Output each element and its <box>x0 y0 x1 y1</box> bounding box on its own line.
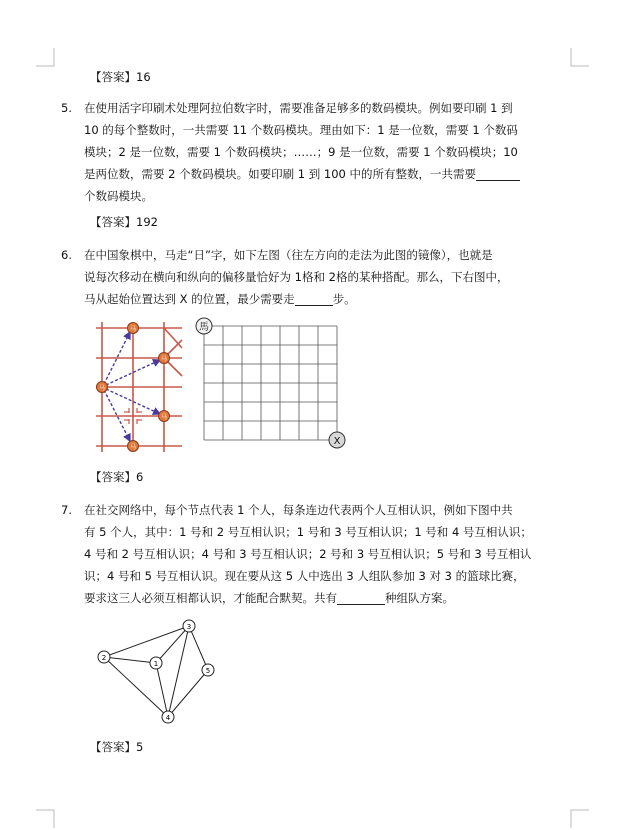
answer-q4: 【答案】16 <box>90 70 151 84</box>
horse-move-diagram <box>92 320 188 456</box>
grid-lines <box>204 326 337 440</box>
node-1-label: 1 <box>153 660 159 668</box>
question-7-line-2: 有 5 个人，其中：1 号和 2 号互相认识；1 号和 3 号互相认识；1 号和 4 号互相认识； <box>84 525 532 539</box>
question-5-number: 5. <box>61 101 72 115</box>
answer-q7: 【答案】5 <box>90 740 144 754</box>
crop-mark-bottom-right <box>567 806 589 828</box>
question-7-number: 7. <box>61 503 72 517</box>
question-5-line-5: 个数码模块。 <box>84 189 153 203</box>
question-7-line-1: 在社交网络中，每个节点代表 1 个人，每条连边代表两个人互相认识，例如下图中共 <box>84 503 513 517</box>
question-7-line-4: 识；4 号和 5 号互相认识。现在要从这 5 人中选出 3 人组队参加 3 对 3 的篮球比赛， <box>84 569 525 583</box>
answer-q5: 【答案】192 <box>90 215 158 229</box>
horse-piece-label-5: 马 <box>129 444 137 451</box>
node-4-label: 4 <box>165 714 171 722</box>
question-5-line-2: 10 的每个整数时，一共需要 11 个数码模块。理由如下：1 是一位数，需要 1 个数码 <box>84 123 518 137</box>
question-7-line-5-text: 要求这三人必须互相都认识，才能配合默契。共有 <box>84 591 337 605</box>
node-5-label: 5 <box>205 667 211 675</box>
question-5-line-1: 在使用活字印刷术处理阿拉伯数字时，需要准备足够多的数码模块。例如要印刷 1 到 <box>84 101 513 115</box>
question-6-number: 6. <box>61 248 72 262</box>
question-5-line-4-text: 是两位数，需要 2 个数码模块。如要印刷 1 到 100 中的所有整数，一共需要 <box>84 167 477 181</box>
crop-mark-bottom-left <box>36 806 58 828</box>
answer-blank-q7[interactable] <box>337 590 385 605</box>
horse-piece-label-4: 马 <box>160 414 168 421</box>
node-2-label: 2 <box>101 654 107 662</box>
horse-piece-label-2: 马 <box>129 326 137 333</box>
crop-mark-top-left <box>36 48 58 70</box>
question-6-line-1: 在中国象棋中，马走“日”字，如下左图（往左方向的走法为此图的镜像），也就是 <box>84 248 493 262</box>
horse-piece-label-3: 马 <box>160 356 168 363</box>
horse-start-label: 馬 <box>199 322 209 333</box>
question-5-line-4 <box>84 163 520 185</box>
question-6-line-2: 说每次移动在横向和纵向的偏移量恰好为 1格和 2格的某种搭配。那么，下右图中， <box>84 270 509 284</box>
horse-piece-label-1: 马 <box>98 385 106 392</box>
target-x-label: X <box>333 436 341 447</box>
board-grid <box>96 322 182 452</box>
graph-edges <box>101 626 211 717</box>
question-6-line-3-text: 马从起始位置达到 X 的位置，最少需要走 <box>84 292 295 306</box>
social-network-graph <box>92 616 222 728</box>
question-7-line-5 <box>84 587 454 609</box>
question-7-line-5-suffix: 种组队方案。 <box>385 591 454 605</box>
node-3-label: 3 <box>186 623 192 631</box>
crop-mark-top-right <box>567 48 589 70</box>
question-5-line-3: 模块；2 是一位数，需要 1 个数码模块；……；9 是一位数，需要 1 个数码模块；10 <box>84 145 518 159</box>
answer-q6: 【答案】6 <box>90 470 144 484</box>
grid-board-diagram <box>192 314 352 454</box>
question-7-line-3: 4 号和 2 号互相认识；4 号和 3 号互相认识；2 号和 3 号互相认识；5 号和 3 号互相认 <box>84 547 532 561</box>
answer-blank-q6[interactable] <box>295 291 333 306</box>
answer-blank-q5[interactable] <box>476 166 520 181</box>
question-6-line-3-suffix: 步。 <box>332 292 356 306</box>
question-6-line-3 <box>84 288 356 310</box>
graph-nodes <box>98 620 214 723</box>
